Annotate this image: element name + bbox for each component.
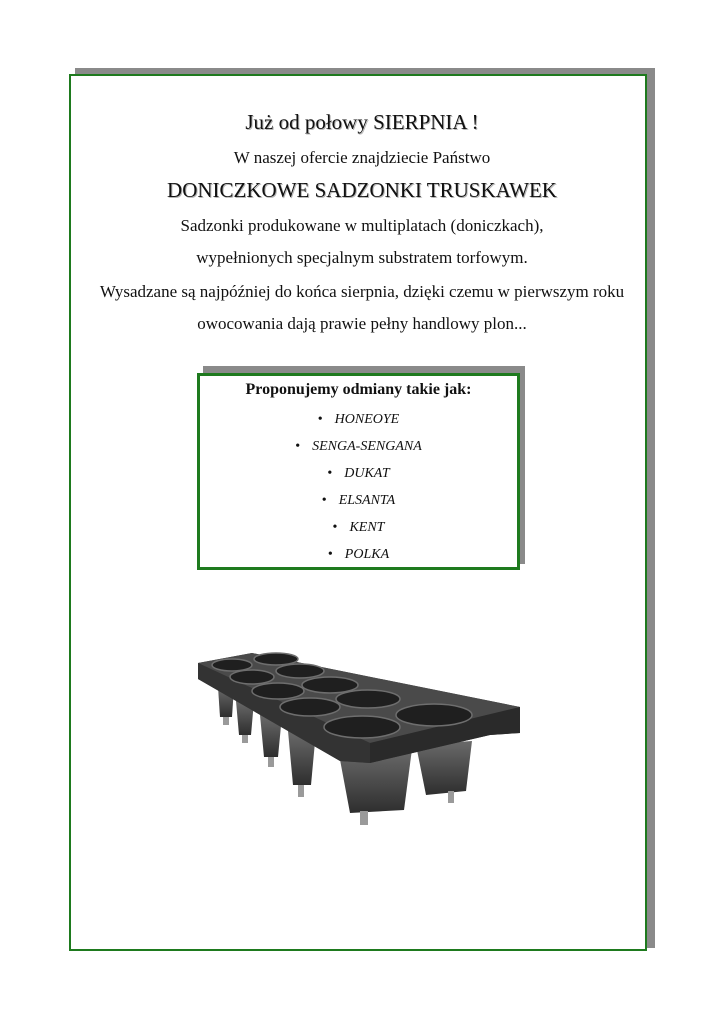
bullet: • bbox=[317, 412, 323, 427]
intro-text: W naszej ofercie znajdziecie Państwo bbox=[233, 148, 491, 167]
variety-name: DUKAT bbox=[344, 466, 390, 481]
varieties-title: Proponujemy odmiany takie jak: bbox=[245, 381, 472, 398]
description-line: owocowania dają prawie pełny handlowy plon... bbox=[197, 314, 527, 333]
varieties-box bbox=[197, 373, 520, 570]
list-item bbox=[200, 519, 517, 537]
bullet: • bbox=[321, 493, 327, 508]
variety-name: ELSANTA bbox=[338, 493, 396, 508]
list-item bbox=[200, 465, 517, 483]
bullet: • bbox=[332, 520, 338, 535]
variety-name: KENT bbox=[349, 520, 385, 535]
description-line: Sadzonki produkowane w multiplatach (doniczkach), bbox=[180, 216, 544, 235]
description-line: wypełnionych specjalnym substratem torfowym. bbox=[196, 248, 528, 267]
bullet: • bbox=[327, 466, 333, 481]
headline: Już od połowy SIERPNIA ! bbox=[245, 110, 479, 134]
variety-name: POLKA bbox=[344, 547, 390, 562]
variety-name: SENGA-SENGANA bbox=[312, 439, 422, 454]
multiplate-tray-image bbox=[190, 645, 530, 835]
product-title: DONICZKOWE SADZONKI TRUSKAWEK bbox=[167, 178, 557, 202]
list-item bbox=[200, 492, 517, 510]
list-item bbox=[200, 411, 517, 429]
bullet: • bbox=[327, 547, 333, 562]
bullet: • bbox=[295, 439, 301, 454]
list-item bbox=[200, 546, 517, 564]
description-line: Wysadzane są najpóźniej do końca sierpnia, dzięki czemu w pierwszym roku bbox=[99, 282, 625, 301]
list-item bbox=[200, 438, 517, 456]
variety-name: HONEOYE bbox=[334, 412, 400, 427]
